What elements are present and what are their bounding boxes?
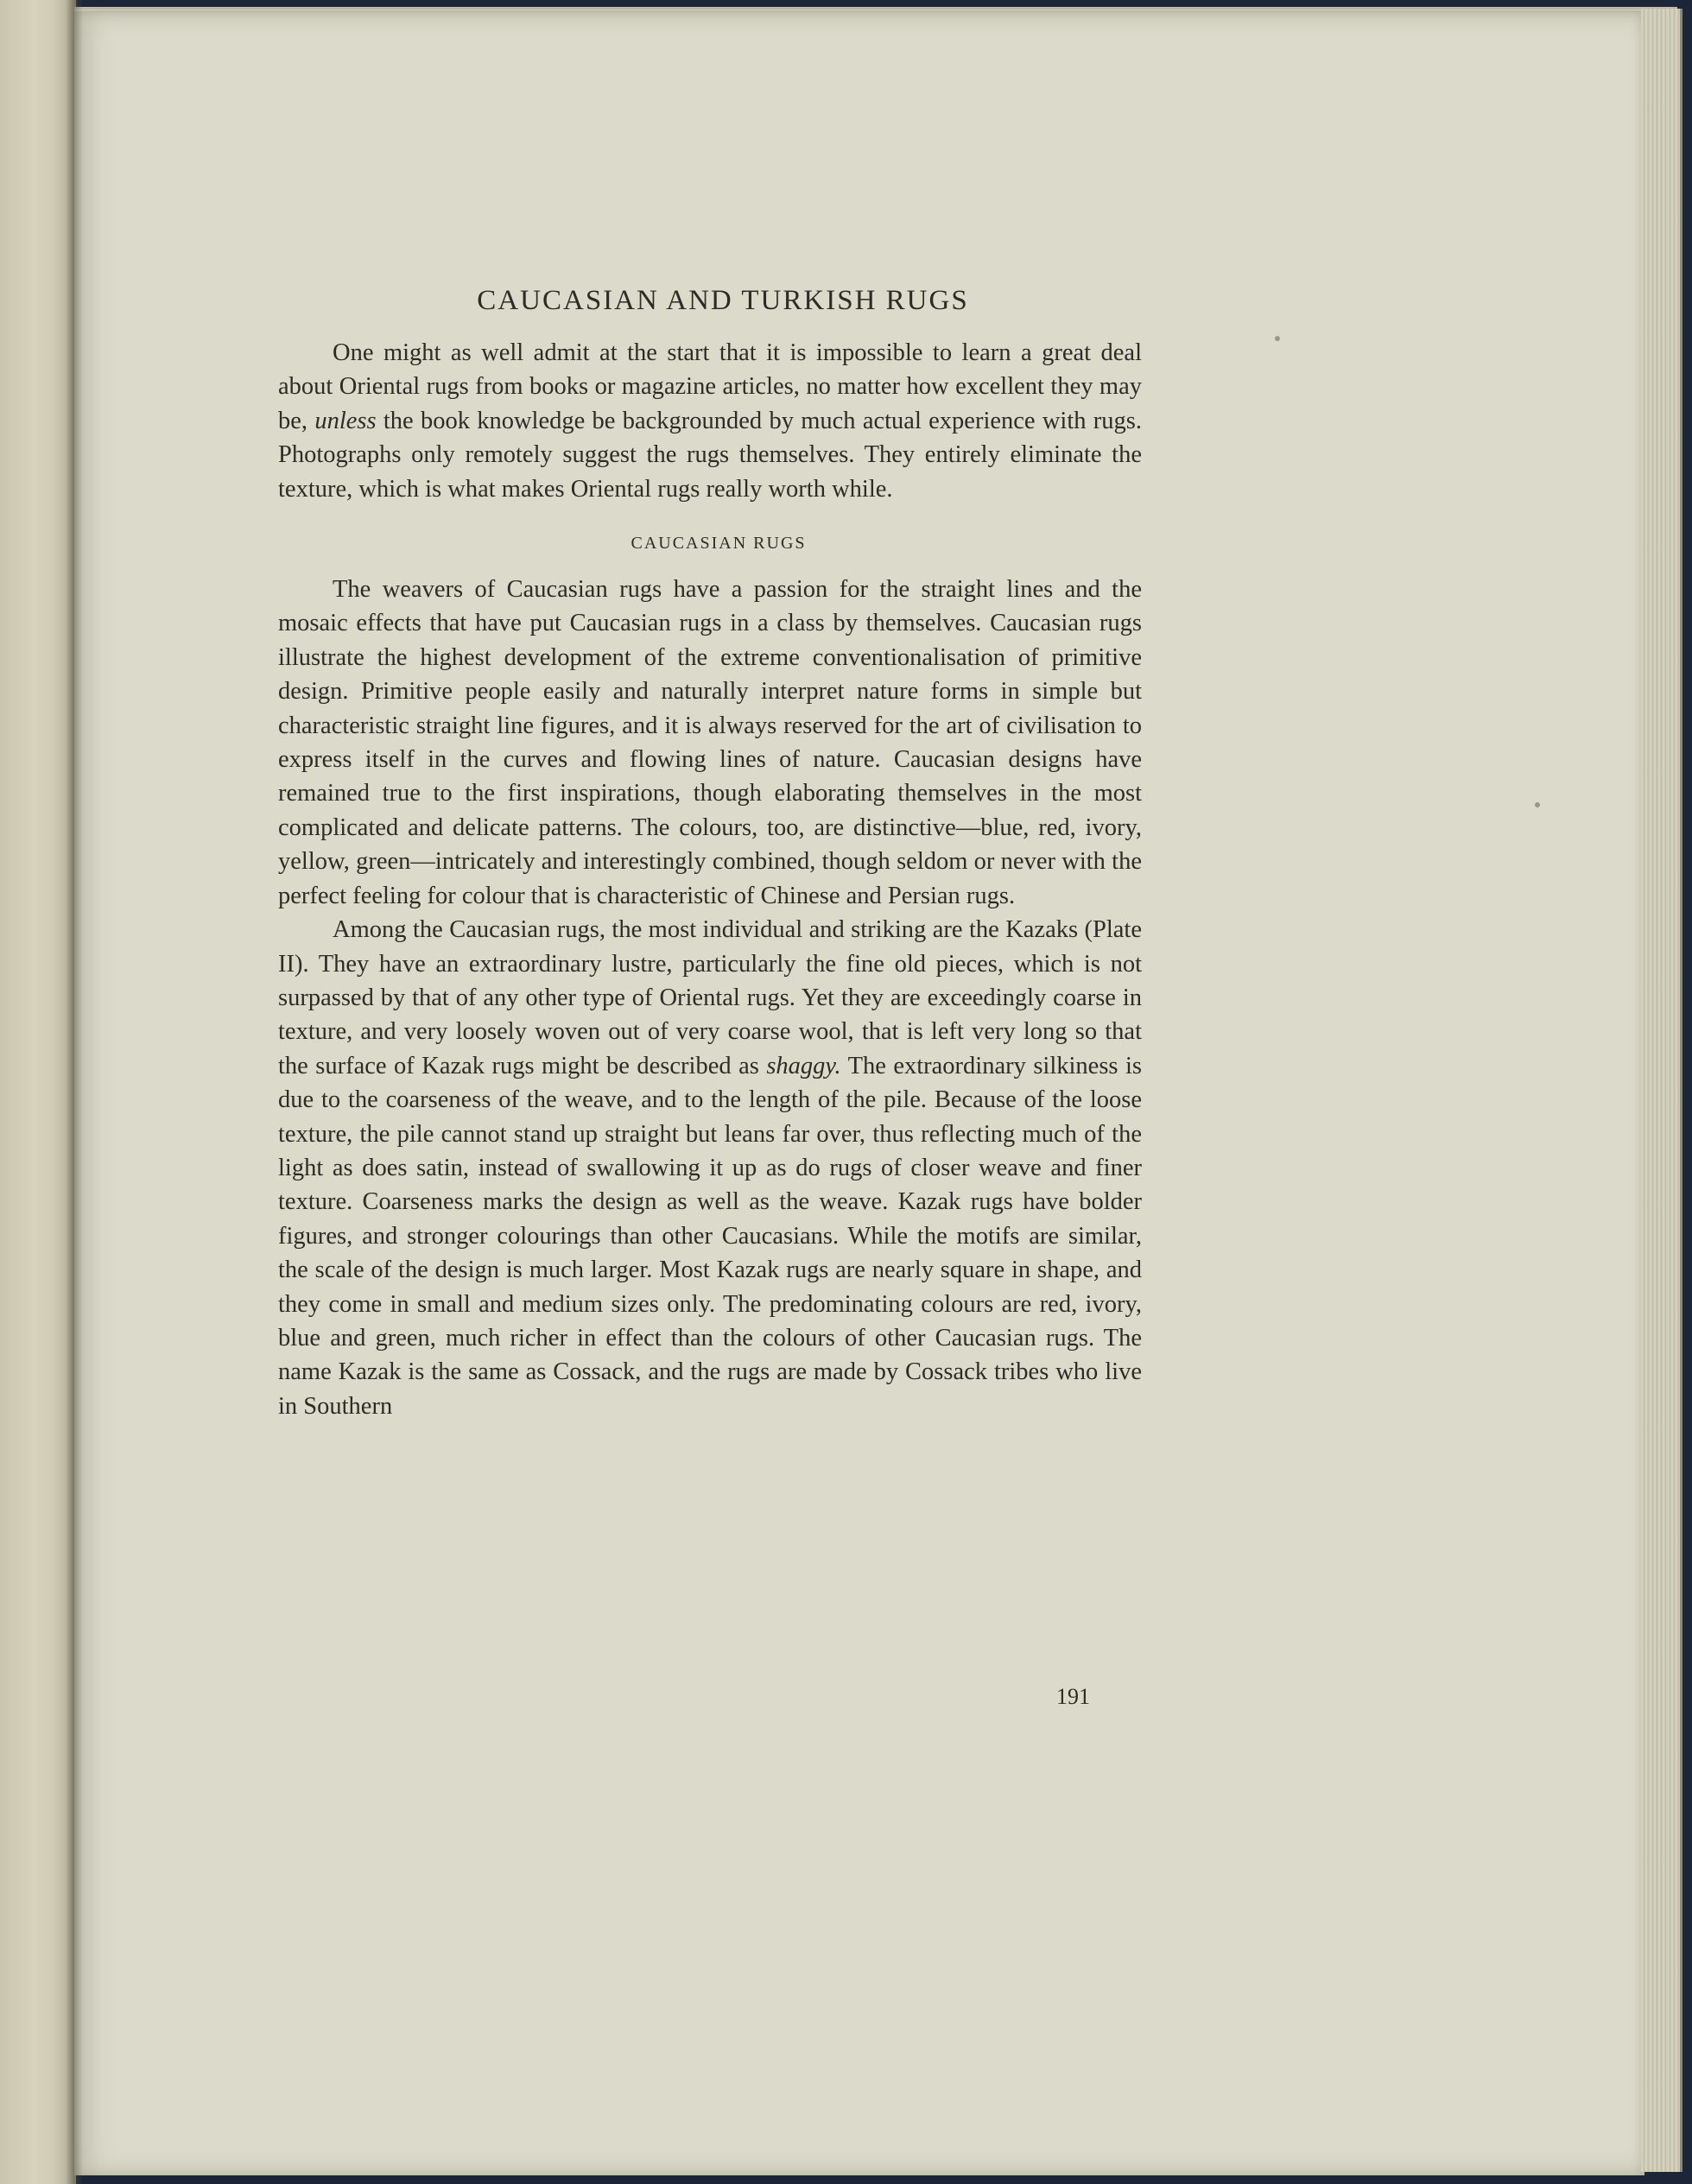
page-number: 191 — [1056, 1684, 1090, 1709]
page-stack-edge — [1641, 9, 1682, 2172]
intro-text-end: the book knowledge be backgrounded by much actual experience with rugs. Photographs only remotely suggest the rugs themselves. They entirely eliminate the texture, which is what makes Oriental rugs really worth while. — [278, 407, 1142, 503]
paper-speck — [1535, 802, 1540, 807]
intro-text-start: One might as well admit at the start that it is impossible to learn a great deal about Oriental rugs from books or magazine articles, no matter how excellent they may be, — [278, 339, 1142, 434]
left-page-edge — [0, 0, 76, 2184]
kazak-paragraph — [278, 913, 1142, 1423]
chapter-title: CAUCASIAN AND TURKISH RUGS — [477, 285, 969, 316]
intro-paragraph — [278, 336, 1142, 506]
kazak-text-start: Among the Caucasian rugs, the most individual and striking are the Kazaks (Plate II). They have an extraordinary lustre, particularly the fine old pieces, which is not surpassed by that of any other type of Oriental rugs. Yet they are exceedingly coarse in texture, and very loosely woven out of very coarse wool, that is left very long so that the surface of Kazak rugs might be described as — [278, 916, 1142, 1079]
kazak-emphasis: shaggy. — [766, 1052, 841, 1079]
kazak-text-end: The extraordinary silkiness is due to the coarseness of the weave, and to the length of the pile. Because of the loose texture, the pile cannot stand up straight but leans far over, thus reflecting much of the light as does satin, instead of swallowing it up as do rugs of closer weave and finer texture. Coarseness marks the design as well as the weave. Kazak rugs have bolder figures, and stronger colourings than other Caucasians. While the motifs are similar, the scale of the design is much larger. Most Kazak rugs are nearly square in shape, and they come in small and medium sizes only. The predominating colours are red, ivory, blue and green, much richer in effect than the colours of other Caucasian rugs. The name Kazak is the same as Cossack, and the rugs are made by Cossack tribes who live in Southern — [278, 1052, 1142, 1420]
intro-emphasis: unless — [314, 407, 377, 434]
caucasian-paragraph: The weavers of Caucasian rugs have a passion for the straight lines and the mosaic effects that have put Caucasian rugs in a class by themselves. Caucasian rugs illustrate the highest development of the extreme conventionalisation of primitive design. Primitive people easily and naturally interpret nature forms in simple but characteristic straight line figures, and it is always reserved for the art of civilisation to express itself in the curves and flowing lines of nature. Caucasian designs have remained true to the first inspirations, though elaborating themselves in the most complicated and delicate patterns. The colours, too, are distinctive—blue, red, ivory, yellow, green—intricately and interestingly combined, though seldom or never with the perfect feeling for colour that is characteristic of Chinese and Persian rugs. — [278, 576, 1142, 909]
book-gutter — [66, 0, 83, 2184]
section-heading: CAUCASIAN RUGS — [631, 534, 807, 554]
page-text-block — [278, 285, 1142, 1423]
paper-speck — [1275, 336, 1280, 341]
